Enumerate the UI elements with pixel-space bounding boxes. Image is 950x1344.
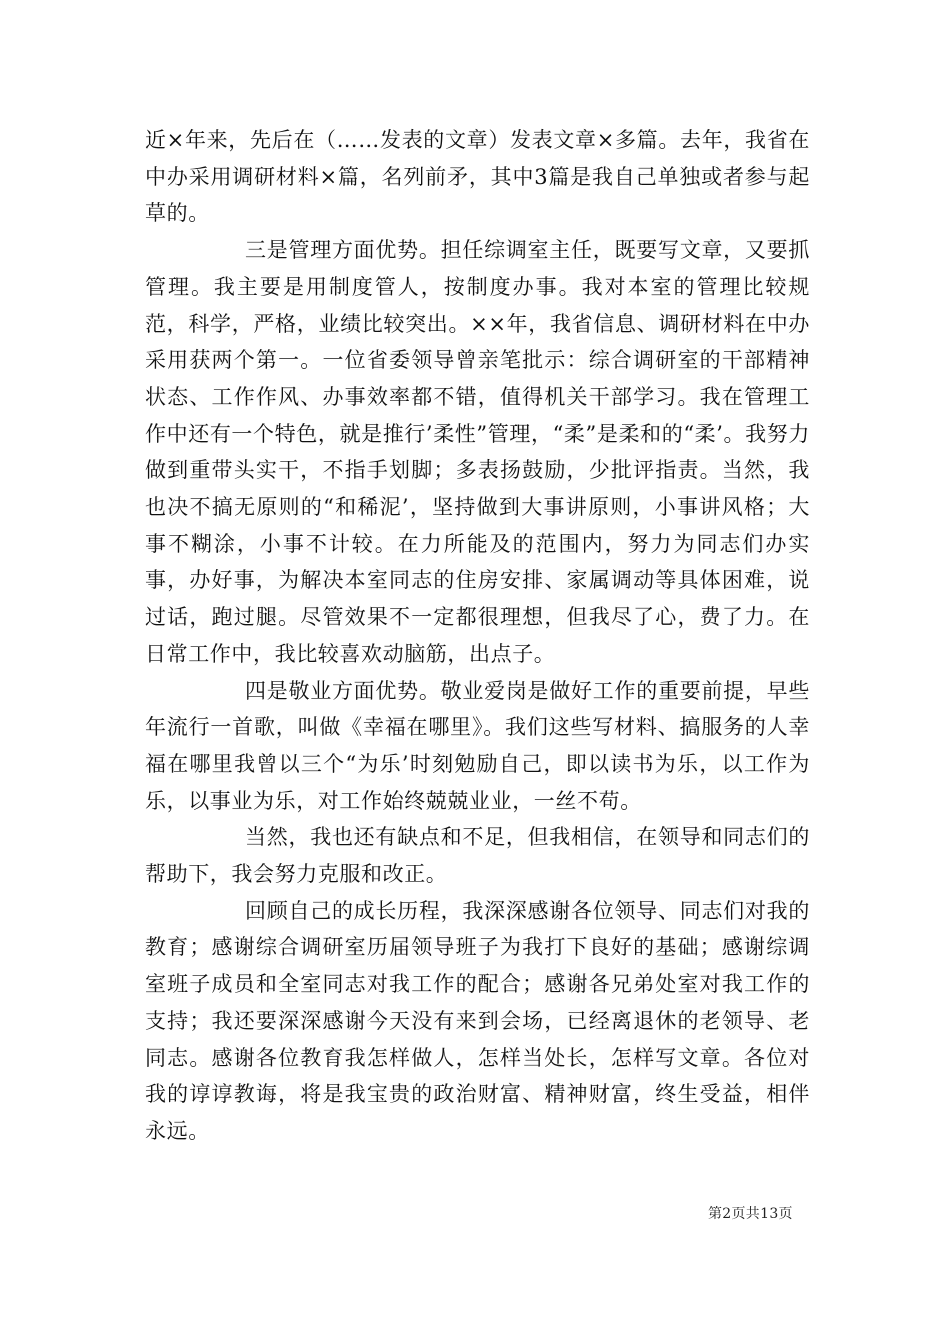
paragraph-management-advantage: 三是管理方面优势。担任综调室主任，既要写文章，又要抓管理。我主要是用制度管人，按制度办事。我对本室的管理比较规范，科学，严格，业绩比较突出。××年，我省信息、调研材料在中办采用获两个第一。一位省委领导曾亲笔批示：综合调研室的干部精神状态、工作作风、办事效率都不错，值得机关干部学习。我在管理工作中还有一个特色，就是推行’柔性”管理，“柔”是柔和的“柔’。我努力做到重带头实干，不指手划脚；多表扬鼓励，少批评指责。当然，我也决不搞无原则的“和稀泥’，坚持做到大事讲原则，小事讲风格；大事不糊涂，小事不计较。在力所能及的范围内，努力为同志们办实事，办好事，为解决本室同志的住房安排、家属调动等具体困难，说过话，跑过腿。尽管效果不一定都很理想，但我尽了心，费了力。在日常工作中，我比较喜欢动脑筋，出点子。 [145, 238, 810, 666]
paragraph-gratitude: 回顾自己的成长历程，我深深感谢各位领导、同志们对我的教育；感谢综合调研室历届领导班子为我打下良好的基础；感谢综调室班子成员和全室同志对我工作的配合；感谢各兄弟处室对我工作的支持；我还要深深感谢今天没有来到会场，已经离退休的老领导、老同志。感谢各位教育我怎样做人，怎样当处长，怎样写文章。各位对我的谆谆教诲，将是我宝贵的政治财富、精神财富，终生受益，相伴永远。 [145, 898, 810, 1143]
paragraph-dedication-advantage: 四是敬业方面优势。敬业爱岗是做好工作的重要前提，早些年流行一首歌，叫做《幸福在哪里》。我们这些写材料、搞服务的人幸福在哪里我曾以三个“为乐’时刻勉励自己，即以读书为乐，以工作为乐，以事业为乐，对工作始终兢兢业业，一丝不苟。 [145, 678, 810, 813]
document-body [145, 122, 810, 1150]
paragraph-publications: 近×年来，先后在（……发表的文章）发表文章×多篇。去年，我省在中办采用调研材料×篇，名列前矛，其中3篇是我自己单独或者参与起草的。 [145, 128, 810, 226]
paragraph-shortcomings: 当然，我也还有缺点和不足，但我相信，在领导和同志们的帮助下，我会努力克服和改正。 [145, 825, 810, 887]
page-number: 第2页共13页 [708, 1206, 793, 1222]
